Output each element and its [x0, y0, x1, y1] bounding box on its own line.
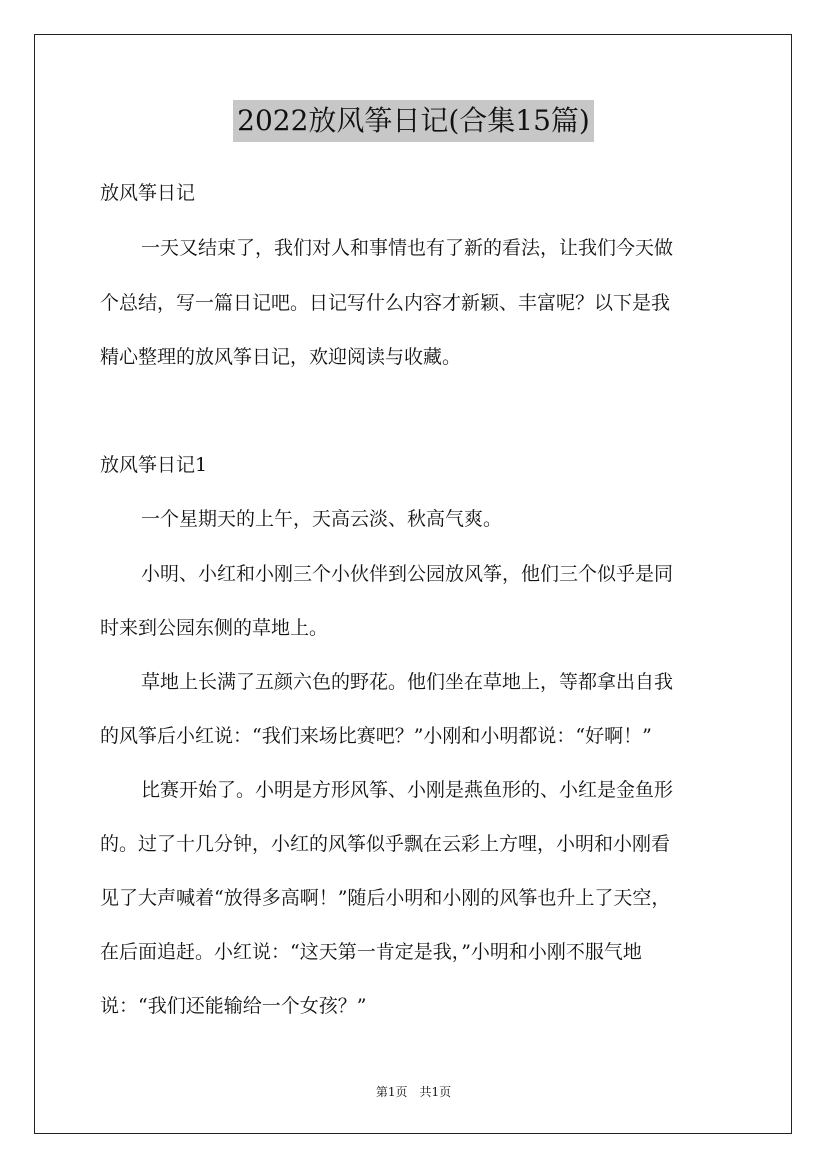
intro-line: 个总结，写一篇日记吧。日记写什么内容才新颖、丰富呢？以下是我: [100, 292, 671, 314]
body-line: 一个星期天的上午，天高云淡、秋高气爽。: [141, 508, 503, 530]
intro-line: 一天又结束了，我们对人和事情也有了新的看法，让我们今天做: [141, 237, 674, 259]
body-line: 见了大声喊着“放得多高啊！”随后小明和小刚的风筝也升上了天空，: [100, 887, 671, 909]
title-container: [0, 100, 827, 142]
body-line: 比赛开始了。小明是方形风筝、小刚是燕鱼形的、小红是金鱼形: [141, 779, 674, 801]
page-footer: 第1页 共1页: [375, 1085, 452, 1099]
body-line: 小明、小红和小刚三个小伙伴到公园放风筝，他们三个似乎是同: [141, 563, 674, 585]
body-line: 时来到公园东侧的草地上。: [100, 617, 329, 639]
body-line: 的。过了十几分钟，小红的风筝似乎飘在云彩上方哩，小明和小刚看: [100, 833, 671, 855]
body-line: 的风筝后小红说：“我们来场比赛吧？”小刚和小明都说：“好啊！”: [100, 725, 652, 747]
intro-line: 精心整理的放风筝日记，欢迎阅读与收藏。: [100, 346, 462, 368]
document-title: 2022放风筝日记(合集15篇): [233, 100, 594, 142]
body-line: 草地上长满了五颜六色的野花。他们坐在草地上，等都拿出自我: [141, 671, 674, 693]
section-heading: 放风筝日记: [100, 182, 196, 204]
body-line: 在后面追赶。小红说：“这天第一肯定是我，”小明和小刚不服气地: [100, 941, 642, 963]
body-line: 说：“我们还能输给一个女孩？”: [100, 995, 367, 1017]
entry-heading: 放风筝日记1: [100, 454, 208, 476]
